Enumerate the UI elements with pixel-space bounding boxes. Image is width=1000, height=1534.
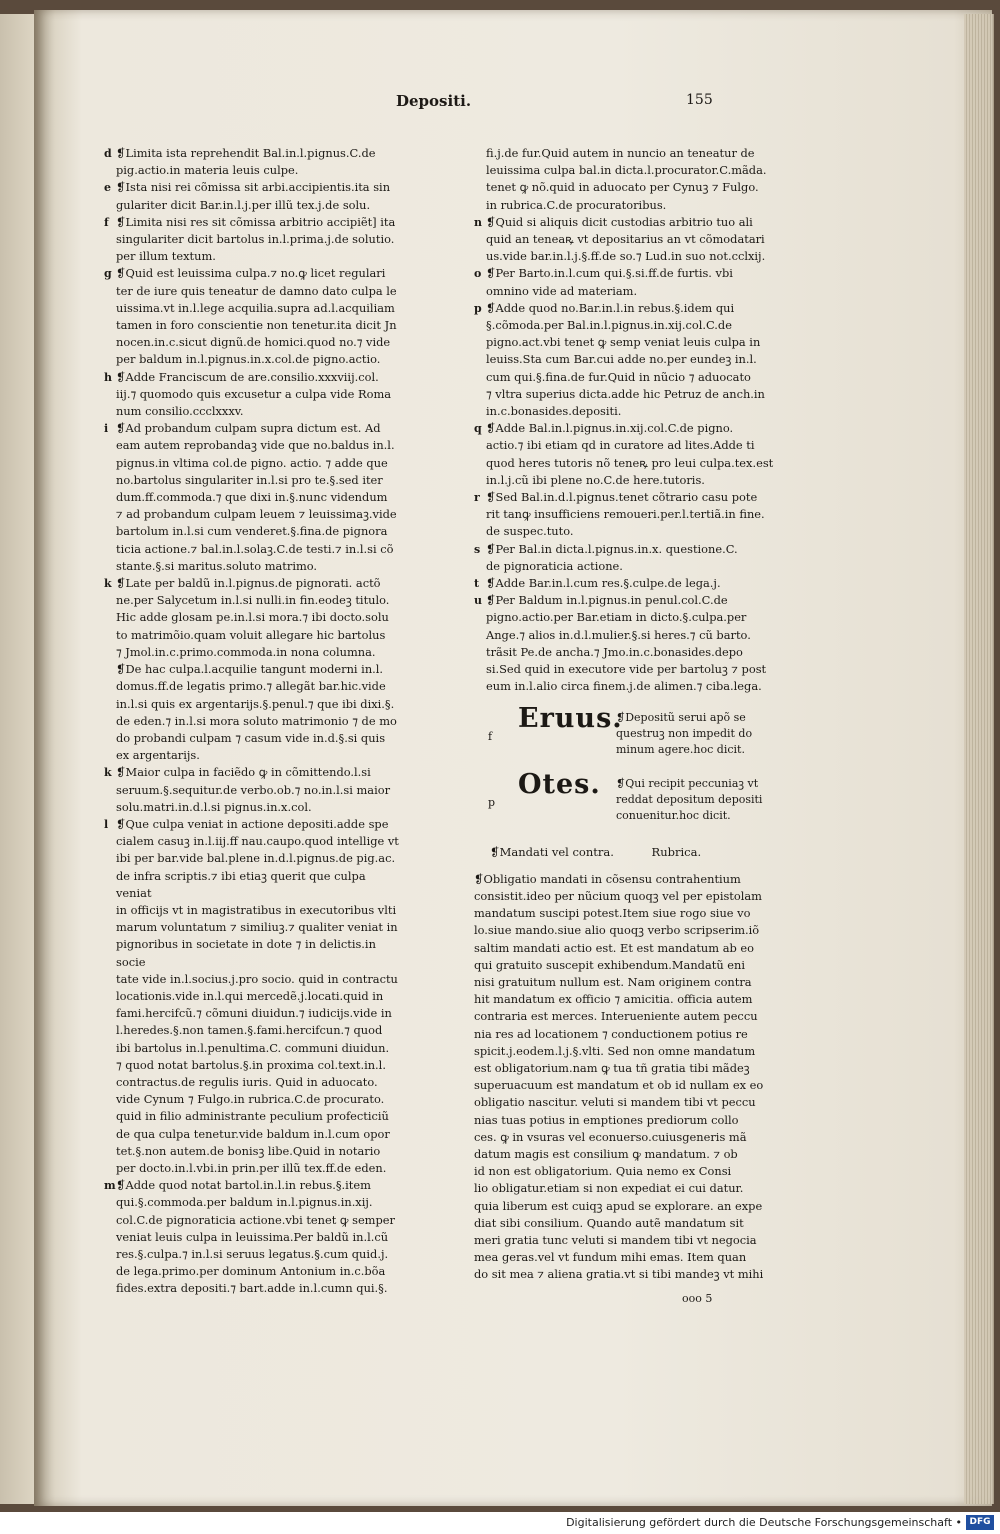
note-marker: k bbox=[104, 577, 112, 591]
note-text: fi.j.de fur.Quid autem in nuncio an teneatur de leuissima culpa bal.in dicta.l.procurator.C.mãda. tenet ꝙ nõ.quid in aduocato per Cynuꝫ ⁊ Fulgo. in rubrica.C.de procuratoribus. bbox=[486, 146, 767, 212]
note-marker: r bbox=[474, 491, 480, 505]
annotation-note bbox=[104, 214, 404, 266]
note-text: ❡Sed Bal.in.d.l.pignus.tenet cõtrario casu pote rit tanꝙ insufficiens remoueri.per.l.tertiã.in fine. de suspec.tuto. bbox=[486, 490, 765, 539]
annotation-note bbox=[104, 764, 404, 816]
annotation-note bbox=[474, 592, 774, 695]
note-text: ❡Ad probandum culpam supra dictum est. Ad eam autem reprobandaꝫ vide que no.baldus in.l. pignus.in vltima col.de pigno. actio. ⁊ adde que no.bartolus singulariter in.l.si pro te.§.sed iter dum.ff.commoda.⁊ que dixi in.§.nunc videndum ⁊ ad probandum culpam leuem ⁊ leuissimaꝫ.vide bartolum in.l.si cum venderet.§.fina.de pignora ticia actione.⁊ bal.in.l.solaꝫ.C.de testi.⁊ in.l.si cõ stante.§.si maritus.soluto matrimo. bbox=[116, 421, 397, 573]
note-marker: f bbox=[104, 215, 109, 229]
annotation-note bbox=[104, 816, 404, 1177]
section-title-text: ❡Mandati vel contra. bbox=[490, 844, 614, 859]
running-head: Depositi. bbox=[396, 92, 472, 110]
page-edge-stack bbox=[964, 14, 994, 1504]
rubric-marker: f bbox=[488, 729, 493, 743]
annotation-note bbox=[104, 145, 404, 179]
annotation-note bbox=[474, 300, 774, 420]
annotation-note bbox=[104, 420, 404, 575]
section-title bbox=[490, 844, 774, 861]
annotation-note bbox=[104, 1177, 404, 1297]
rubric-marker: p bbox=[488, 795, 496, 809]
note-marker: n bbox=[474, 215, 482, 229]
note-marker: o bbox=[474, 267, 482, 281]
right-column bbox=[474, 145, 774, 1307]
note-marker: k bbox=[104, 766, 112, 780]
annotation-note bbox=[474, 214, 774, 266]
page-header bbox=[396, 92, 756, 118]
note-text: ❡Adde quod no.Bar.in.l.in rebus.§.idem qui §.cõmoda.per Bal.in.l.pignus.in.xij.col.C.de pigno.act.vbi tenet ꝙ semp veniat leuis culpa in leuiss.Sta cum Bar.cui adde no.per eundeꝫ in.l. cum qui.§.fina.de fur.Quid in nũcio ⁊ aduocato ⁊ vltra superius dicta.adde hic Petruz de anch.in in.c.bonasides.depositi. bbox=[486, 300, 765, 419]
annotation-note bbox=[104, 575, 404, 764]
footer-credit: Digitalisierung gefördert durch die Deutsche Forschungsgemeinschaft • bbox=[566, 1516, 962, 1529]
note-text: ❡Ista nisi rei cõmissa sit arbi.accipientis.ita sin gulariter dicit Bar.in.l.j.per illũ tex.j.de solu. bbox=[116, 180, 391, 212]
footer-bar bbox=[0, 1512, 1000, 1534]
note-marker: d bbox=[104, 147, 112, 160]
note-text: ❡Que culpa veniat in actione depositi.adde spe cialem casuꝫ in.l.iij.ff nau.caupo.quod intellige vt ibi per bar.vide bal.plene in.d.l.pignus.de pig.ac. de infra scriptis.⁊ ibi etiaꝫ querit que culpa veniat in officijs vt in magistratibus in executoribus vlti marum voluntatum ⁊ similiuꝫ.⁊ qualiter veniat in pignoribus in societate in dote ⁊ in delictis.in socie tate vide in.l.socius.j.pro socio. quid in contractu locationis.vide in.l.qui mercedẽ.j.locati.quid in fami.hercifcũ.⁊ cõmuni diuidun.⁊ iudicijs.vide in l.heredes.§.non tamen.§.fami.hercifcun.⁊ quod ibi bartolus in.l.penultima.C. communi diuidun. ⁊ quod notat bartolus.§.in proxima col.text.in.l. contractus.de regulis iuris. Quid in aduocato. vide Cynum ⁊ Fulgo.in rubrica.C.de procurato. quid in filio administrante peculium profecticiũ de qua culpa tenetur.vide baldum in.l.cum opor tet.§.non autem.de bonisꝫ libe.Quid in notario per docto.in.l.vbi.in prin.per illũ tex.ff.de eden. bbox=[116, 816, 399, 1175]
annotation-note bbox=[104, 179, 404, 213]
annotation-note bbox=[474, 145, 774, 214]
note-marker: m bbox=[104, 1179, 116, 1193]
rubric-summary: ❡Qui recipit peccuniaꝫ vt reddat depositum depositi conuenitur.hoc dicit. bbox=[616, 776, 763, 822]
annotation-note bbox=[474, 489, 774, 541]
note-text: ❡Adde quod notat bartol.in.l.in rebus.§.item qui.§.commoda.per baldum in.l.pignus.in.xij. col.C.de pignoraticia actione.vbi tenet ꝙ semper veniat leuis culpa in leuissima.Per baldũ in.l.cũ res.§.culpa.⁊ in.l.si seruus legatus.§.cum quid.j. de lega.primo.per dominum Antonium in.c.bõa fides.extra depositi.⁊ bart.adde in.l.cumn qui.§. bbox=[116, 1178, 395, 1296]
note-text: ❡Per Bal.in dicta.l.pignus.in.x. questione.C. de pignoraticia actione. bbox=[486, 541, 738, 573]
note-marker: l bbox=[104, 817, 109, 831]
note-text: ❡Limita nisi res sit cõmissa arbitrio accipiẽt] ita singulariter dicit bartolus in.l.prima.j.de solutio. per illum textum. bbox=[116, 214, 396, 264]
note-text: ❡Maior culpa in faciẽdo ꝙ in cõmittendo.l.si seruum.§.sequitur.de verbo.ob.⁊ no.in.l.si maior solu.matri.in.d.l.si pignus.in.x.col. bbox=[116, 765, 391, 814]
note-marker: h bbox=[104, 370, 112, 384]
section-rubrica: Rubrica. bbox=[651, 844, 702, 859]
annotation-note bbox=[474, 265, 774, 299]
note-marker: e bbox=[104, 181, 111, 195]
dfg-logo: DFG bbox=[966, 1515, 994, 1530]
note-text: ❡Quid est leuissima culpa.⁊ no.ꝙ licet regulari ter de iure quis teneatur de damno dato culpa le uissima.vt in.l.lege acquilia.supra ad.l.acquiliam tamen in foro conscientie non tenetur.ita dicit Jn nocen.in.c.sicut dignũ.de homici.quod no.⁊ vide per baldum in.l.pignus.in.x.col.de pigno.actio. bbox=[116, 266, 397, 367]
note-text: ❡Adde Bar.in.l.cum res.§.culpe.de lega.j. bbox=[486, 576, 721, 591]
rubric-initial-word: Eruus. bbox=[518, 702, 623, 734]
rubric-area bbox=[474, 702, 774, 828]
note-text: ❡Limita ista reprehendit Bal.in.l.pignus.C.de pig.actio.in materia leuis culpe. bbox=[116, 146, 376, 178]
note-marker: q bbox=[474, 422, 482, 436]
note-text: ❡Adde Bal.in.l.pignus.in.xij.col.C.de pigno. actio.⁊ ibi etiam qd in curatore ad lites.Adde ti quod heres tutoris nõ teneꝶ pro leui culpa.tex.est in.l.j.cũ ibi plene no.C.de here.tutoris. bbox=[486, 421, 774, 487]
right-notes bbox=[474, 145, 774, 696]
note-text: ❡Quid si aliquis dicit custodias arbitrio tuo ali quid an teneaꝶ vt depositarius an vt cõmodatari us.vide bar.in.l.j.§.ff.de so.⁊ Lud.in suo not.cclxij. bbox=[486, 214, 766, 264]
note-text: ❡Per Barto.in.l.cum qui.§.si.ff.de furtis. vbi omnino vide ad materiam. bbox=[486, 266, 733, 298]
note-marker: u bbox=[474, 594, 482, 608]
note-text: ❡Late per baldũ in.l.pignus.de pignorati. actõ ne.per Salycetum in.l.si nulli.in fin.eodeꝫ titulo. Hic adde glosam pe.in.l.si mora.⁊ ibi docto.solu to matrimõio.quam voluit allegare hic bartolus ⁊ Jmol.in.c.primo.commoda.in nona columna. ❡De hac culpa.l.acquilie tangunt moderni in.l. domus.ff.de legatis primo.⁊ allegãt bar.hic.vide in.l.si quis ex argentarijs.§.penul.⁊ que ibi dixi.§. de eden.⁊ in.l.si mora soluto matrimonio ⁊ de mo do probandi culpam ⁊ casum vide in.d.§.si quis ex argentarijs. bbox=[116, 576, 397, 763]
rubric-summary: ❡Depositũ serui apõ se questruꝫ non impedit do minum agere.hoc dicit. bbox=[616, 710, 753, 756]
note-marker: s bbox=[474, 542, 481, 556]
annotation-note bbox=[104, 265, 404, 368]
note-text: ❡Adde Franciscum de are.consilio.xxxviij.col. iij.⁊ quomodo quis excusetur a culpa vide Roma num consilio.ccclxxxv. bbox=[116, 369, 392, 419]
annotation-note bbox=[474, 575, 774, 592]
note-marker: p bbox=[474, 301, 482, 315]
rubric-block bbox=[474, 702, 774, 762]
mandati-body: ❡Obligatio mandati in cõsensu contrahentium consistit.ideo per nũcium quoqꝫ vel per epistolam mandatum suscipi potest.Item siue rogo siue vo lo.siue mando.siue alio quoqꝫ verbo scripserim.iõ saltim mandati actio est. Et est mandatum ab eo qui gratuito suscepit exhibendum.Mandatũ eni nisi gratuitum nullum est. Nam originem contra hit mandatum ex officio ⁊ amicitia. officia autem contraria est merces. Interueniente autem peccu nia res ad locationem ⁊ conductionem potius re spicit.j.eodem.l.j.§.vlti. Sed non omne mandatum est obligatorium.nam ꝙ tua tñ gratia tibi mãdeꝫ superuacuum est mandatum et ob id nullam ex eo obligatio nascitur. veluti si mandem tibi vt peccu nias tuas potius in emptiones prediorum collo ces. ꝙ in vsuras vel econuerso.cuiusgeneris mã datum magis est consilium ꝙ mandatum. ⁊ ob id non est obligatorium. Quia nemo ex Consi lio obligatur.etiam si non expediat ei cui datur. quia liberum est cuiqꝫ apud se explorare. an expe diat sibi consilium. Quando autẽ mandatum sit meri gratia tunc veluti si mandem tibi vt negocia mea geras.vel vt fundum mihi emas. Item quan do sit mea ⁊ aliena gratia.vt si tibi mandeꝫ vt mihi bbox=[474, 871, 764, 1282]
annotation-note bbox=[474, 541, 774, 575]
note-text: ❡Per Baldum in.l.pignus.in penul.col.C.de pigno.actio.per Bar.etiam in dicto.§.culpa.per Ange.⁊ alios in.d.l.mulier.§.si heres.⁊ cũ barto. trãsit Pe.de ancha.⁊ Jmo.in.c.bonasides.depo si.Sed quid in executore vide per bartoluꝫ ⁊ post eum in.l.alio circa finem.j.de alimen.⁊ ciba.lega. bbox=[486, 593, 767, 694]
left-column bbox=[104, 145, 404, 1298]
annotation-note bbox=[104, 369, 404, 421]
note-marker: i bbox=[104, 422, 109, 436]
page-number: 155 bbox=[686, 92, 713, 108]
note-marker: g bbox=[104, 267, 112, 281]
annotation-note bbox=[474, 420, 774, 489]
note-marker: t bbox=[474, 577, 480, 591]
rubric-initial-word: Otes. bbox=[518, 768, 601, 800]
rubric-block bbox=[474, 768, 774, 828]
signature-mark: ooo 5 bbox=[682, 1291, 713, 1305]
